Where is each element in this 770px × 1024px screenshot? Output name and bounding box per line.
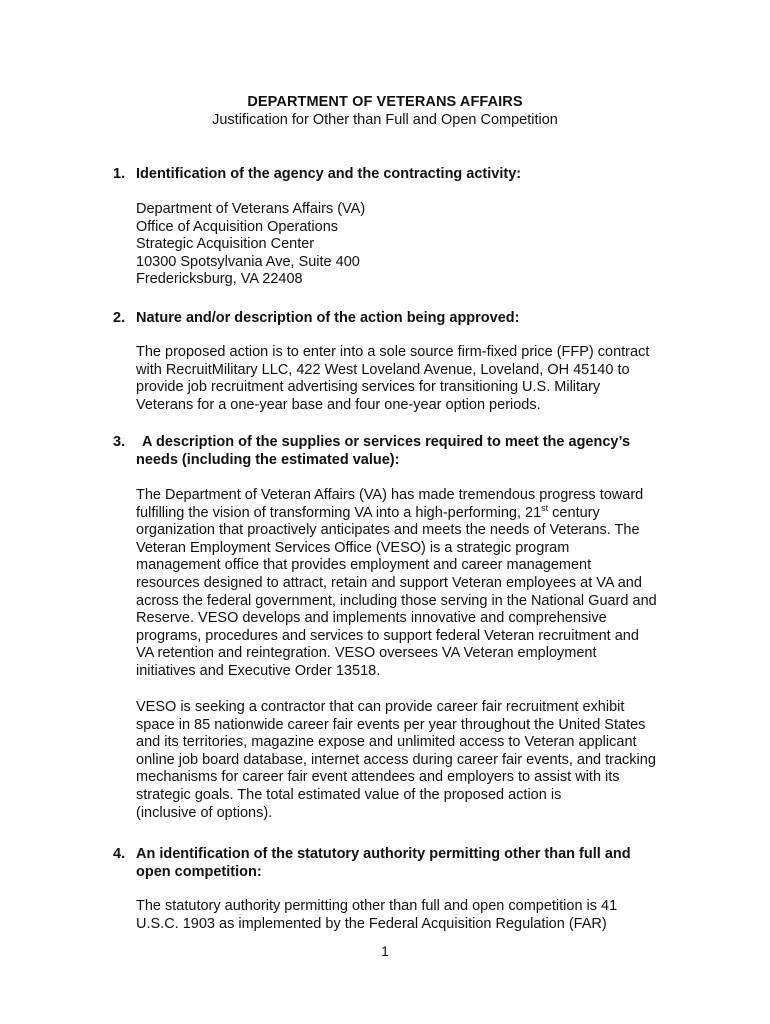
heading-line: An identification of the statutory authority permitting other than full and xyxy=(136,846,631,862)
line-text: century xyxy=(548,504,600,521)
section-4-heading xyxy=(113,845,673,881)
paragraph-line: The proposed action is to enter into a sole source firm-fixed price (FFP) contract xyxy=(136,344,650,360)
paragraph-line: and its territories, magazine expose and unlimited access to Veteran applicant xyxy=(136,734,637,751)
section-heading-text xyxy=(136,845,673,881)
document-title: DEPARTMENT OF VETERANS AFFAIRS xyxy=(247,94,523,110)
paragraph-line: space in 85 nationwide career fair events per year throughout the United States xyxy=(136,716,646,733)
section-number: 1. xyxy=(113,166,126,182)
section-heading-text xyxy=(136,433,673,469)
paragraph-line: mechanisms for career fair event attendees and employers to assist with its xyxy=(136,769,620,786)
address-line: 10300 Spotsylvania Ave, Suite 400 xyxy=(136,253,360,270)
section-number: 4. xyxy=(113,846,126,862)
statutory-authority-paragraph xyxy=(136,898,696,933)
paragraph-line: with RecruitMilitary LLC, 422 West Loveland Avenue, Loveland, OH 45140 to xyxy=(136,361,630,378)
agency-address-block xyxy=(136,201,696,289)
paragraph-line: programs, procedures and services to support federal Veteran recruitment and xyxy=(136,627,639,644)
line-text: fulfilling the vision of transforming VA into a high-performing, 21 xyxy=(136,504,542,521)
address-line: Fredericksburg, VA 22408 xyxy=(136,271,303,288)
paragraph-line: management office that provides employment and career management xyxy=(136,557,592,574)
page-number: 1 xyxy=(381,943,389,959)
paragraph-line: initiatives and Executive Order 13518. xyxy=(136,662,381,679)
paragraph-line xyxy=(136,502,696,523)
paragraph-line: Veterans for a one-year base and four one-year option periods. xyxy=(136,396,541,413)
paragraph-line: Veteran Employment Services Office (VESO) is a strategic program xyxy=(136,539,570,556)
paragraph-line: strategic goals. The total estimated value of the proposed action is xyxy=(136,786,562,803)
address-line: Office of Acquisition Operations xyxy=(136,218,339,235)
requirements-paragraph-1 xyxy=(136,487,696,681)
ordinal-superscript: st xyxy=(541,502,549,513)
heading-line: A description of the supplies or services required to meet the agency’s xyxy=(142,434,631,450)
heading-line: needs (including the estimated value): xyxy=(136,452,400,468)
address-line: Department of Veterans Affairs (VA) xyxy=(136,201,366,217)
paragraph-line: The Department of Veteran Affairs (VA) has made tremendous progress toward xyxy=(136,487,644,503)
section-heading-text: Identification of the agency and the contracting activity: xyxy=(136,166,522,182)
section-3-heading xyxy=(113,433,673,469)
paragraph-line: (inclusive of options). xyxy=(136,804,273,821)
address-line: Strategic Acquisition Center xyxy=(136,236,315,253)
document-subtitle: Justification for Other than Full and Open Competition xyxy=(212,112,558,128)
requirements-paragraph-2 xyxy=(136,699,696,822)
section-number: 3. xyxy=(113,434,126,450)
heading-line: open competition: xyxy=(136,864,262,880)
paragraph-line: resources designed to attract, retain and support Veteran employees at VA and xyxy=(136,574,642,591)
section-number: 2. xyxy=(113,310,126,326)
section-heading-text: Nature and/or description of the action being approved: xyxy=(136,310,520,326)
paragraph-line: U.S.C. 1903 as implemented by the Federal Acquisition Regulation (FAR) xyxy=(136,915,607,932)
paragraph-line: The statutory authority permitting other than full and open competition is 41 xyxy=(136,898,618,914)
paragraph-line: online job board database, internet access during career fair events, and tracking xyxy=(136,751,656,768)
section-1-heading xyxy=(113,165,673,183)
paragraph-line: provide job recruitment advertising services for transitioning U.S. Military xyxy=(136,379,601,396)
paragraph-line: across the federal government, including those serving in the National Guard and xyxy=(136,592,657,609)
paragraph-line: Reserve. VESO develops and implements innovative and comprehensive xyxy=(136,610,607,627)
action-description-paragraph xyxy=(136,344,696,414)
paragraph-line: VESO is seeking a contractor that can provide career fair recruitment exhibit xyxy=(136,699,625,715)
paragraph-line: organization that proactively anticipates and meets the needs of Veterans. The xyxy=(136,522,640,539)
paragraph-line: VA retention and reintegration. VESO oversees VA Veteran employment xyxy=(136,645,597,662)
section-2-heading xyxy=(113,309,673,327)
